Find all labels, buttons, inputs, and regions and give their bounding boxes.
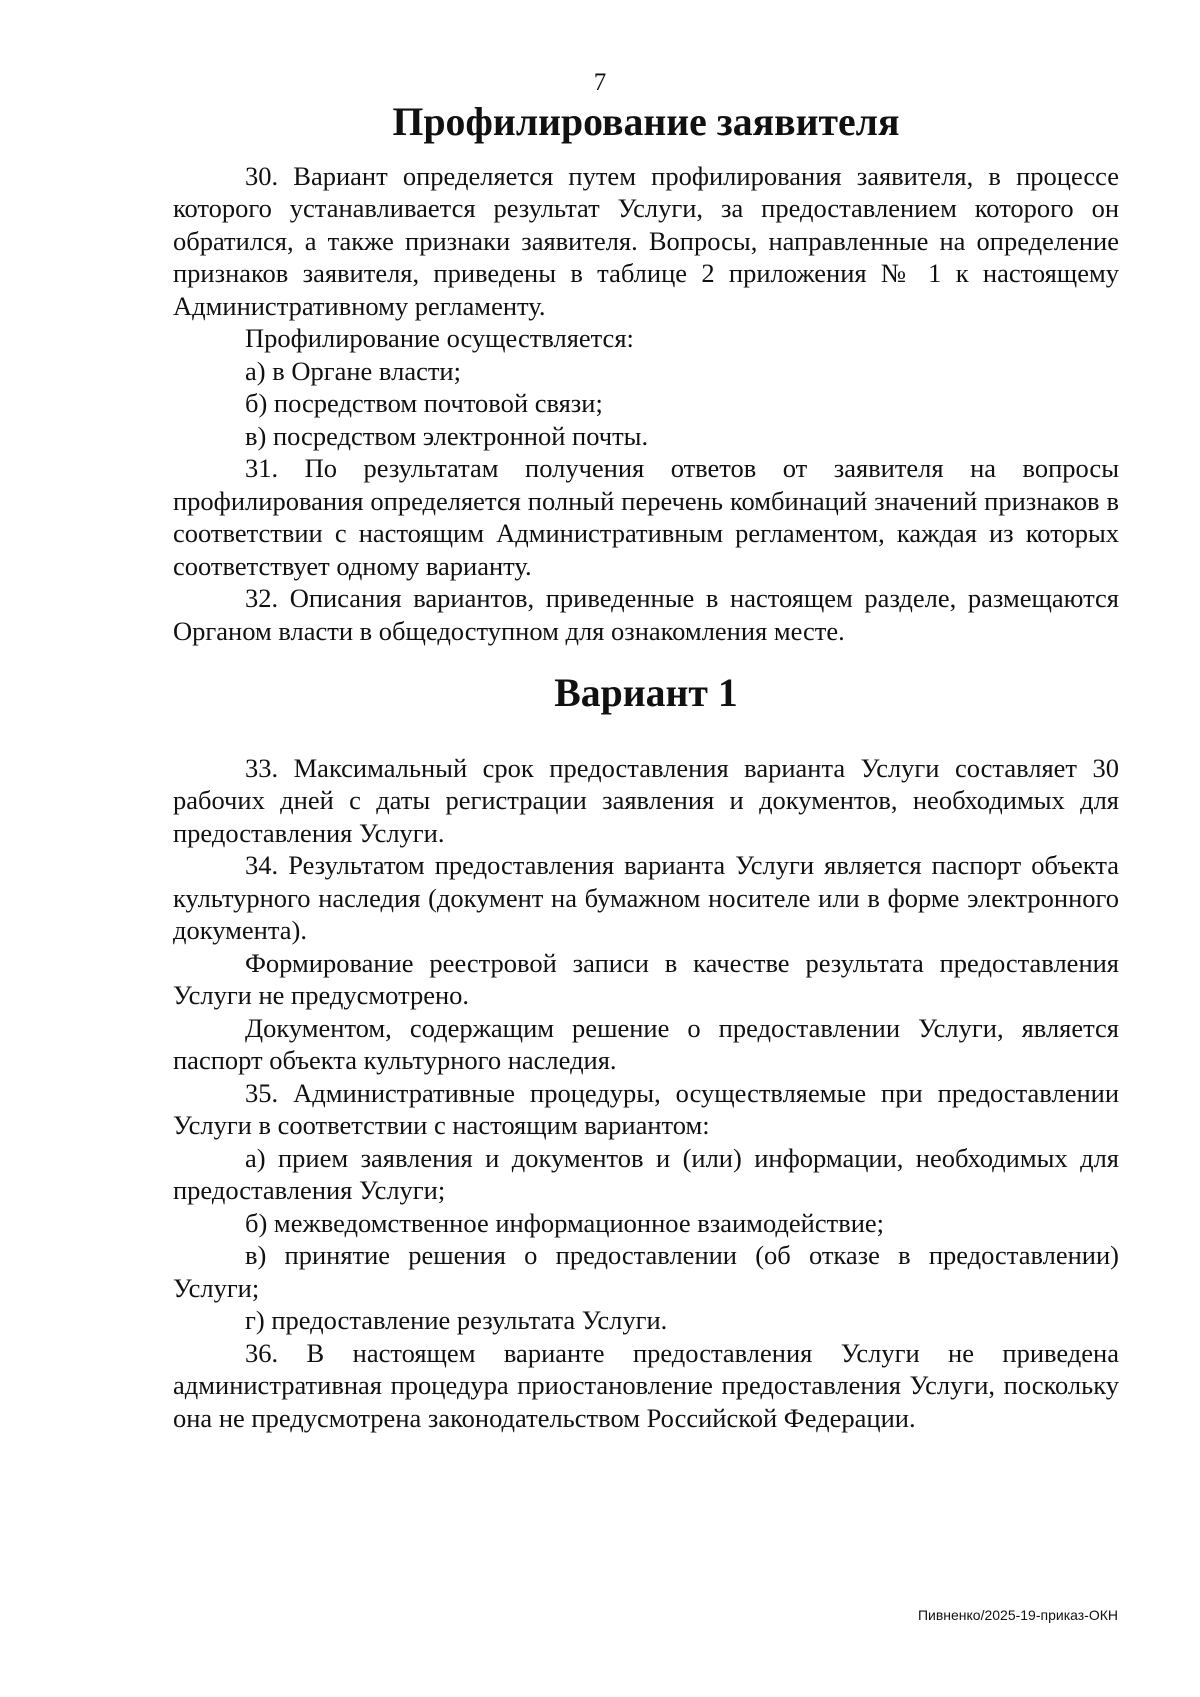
paragraph: 33. Максимальный срок предоставления варианта Услуги составляет 30 рабочих дней с даты регистрации заявления и документов, необходимых для предоставления Услуги.: [173, 752, 1119, 848]
paragraph: 35. Административные процедуры, осуществляемые при предоставлении Услуги в соответствии с настоящим вариантом:: [173, 1077, 1119, 1140]
list-item: а) прием заявления и документов и (или) информации, необходимых для предоставления Услуги;: [173, 1142, 1119, 1205]
paragraph: 34. Результатом предоставления варианта Услуги является паспорт объекта культурного наследия (документ на бумажном носителе или в форме электронного документа).: [173, 850, 1119, 945]
page-number: 7: [593, 69, 607, 96]
paragraph: Документом, содержащим решение о предоставлении Услуги, является паспорт объекта культурного наследия.: [173, 1012, 1119, 1075]
section-heading-variant-1: Вариант 1: [554, 671, 738, 715]
list-item: б) посредством почтовой связи;: [245, 388, 603, 418]
paragraph: Профилирование осуществляется:: [245, 323, 634, 353]
paragraph: 30. Вариант определяется путем профилирования заявителя, в процессе которого устанавливается результат Услуги, за предоставлением которого он обратился, а также признаки заявителя. Вопросы, направленные на определение признаков заявителя, приведены в таблице 2 приложения № 1 к настоящему Административному регламенту.: [173, 160, 1119, 321]
paragraph: 32. Описания вариантов, приведенные в настоящем разделе, размещаются Органом власти в общедоступном для ознакомления месте.: [173, 583, 1119, 646]
paragraph: 36. В настоящем варианте предоставления Услуги не приведена административная процедура приостановление предоставления Услуги, поскольку она не предусмотрена законодательством Российской Федерации.: [173, 1337, 1119, 1433]
paragraph: Формирование реестровой записи в качестве результата предоставления Услуги не предусмотрено.: [173, 947, 1119, 1010]
paragraph: 31. По результатам получения ответов от заявителя на вопросы профилирования определяется полный перечень комбинаций значений признаков в соответствии с настоящим Административным регламентом, каждая из которых соответствует одному варианту.: [173, 453, 1119, 581]
list-item: в) принятие решения о предоставлении (об отказе в предоставлении) Услуги;: [173, 1240, 1119, 1303]
list-item: г) предоставление результата Услуги.: [245, 1305, 668, 1335]
list-item: в) посредством электронной почты.: [245, 420, 649, 451]
list-item: б) межведомственное информационное взаимодействие;: [245, 1207, 885, 1238]
section-heading-profiling: Профилирование заявителя: [392, 100, 900, 144]
list-item: а) в Органе власти;: [245, 355, 461, 386]
document-body: [173, 100, 1119, 1434]
document-footer-code: Пивненко/2025-19-приказ-ОКН: [917, 1607, 1118, 1623]
